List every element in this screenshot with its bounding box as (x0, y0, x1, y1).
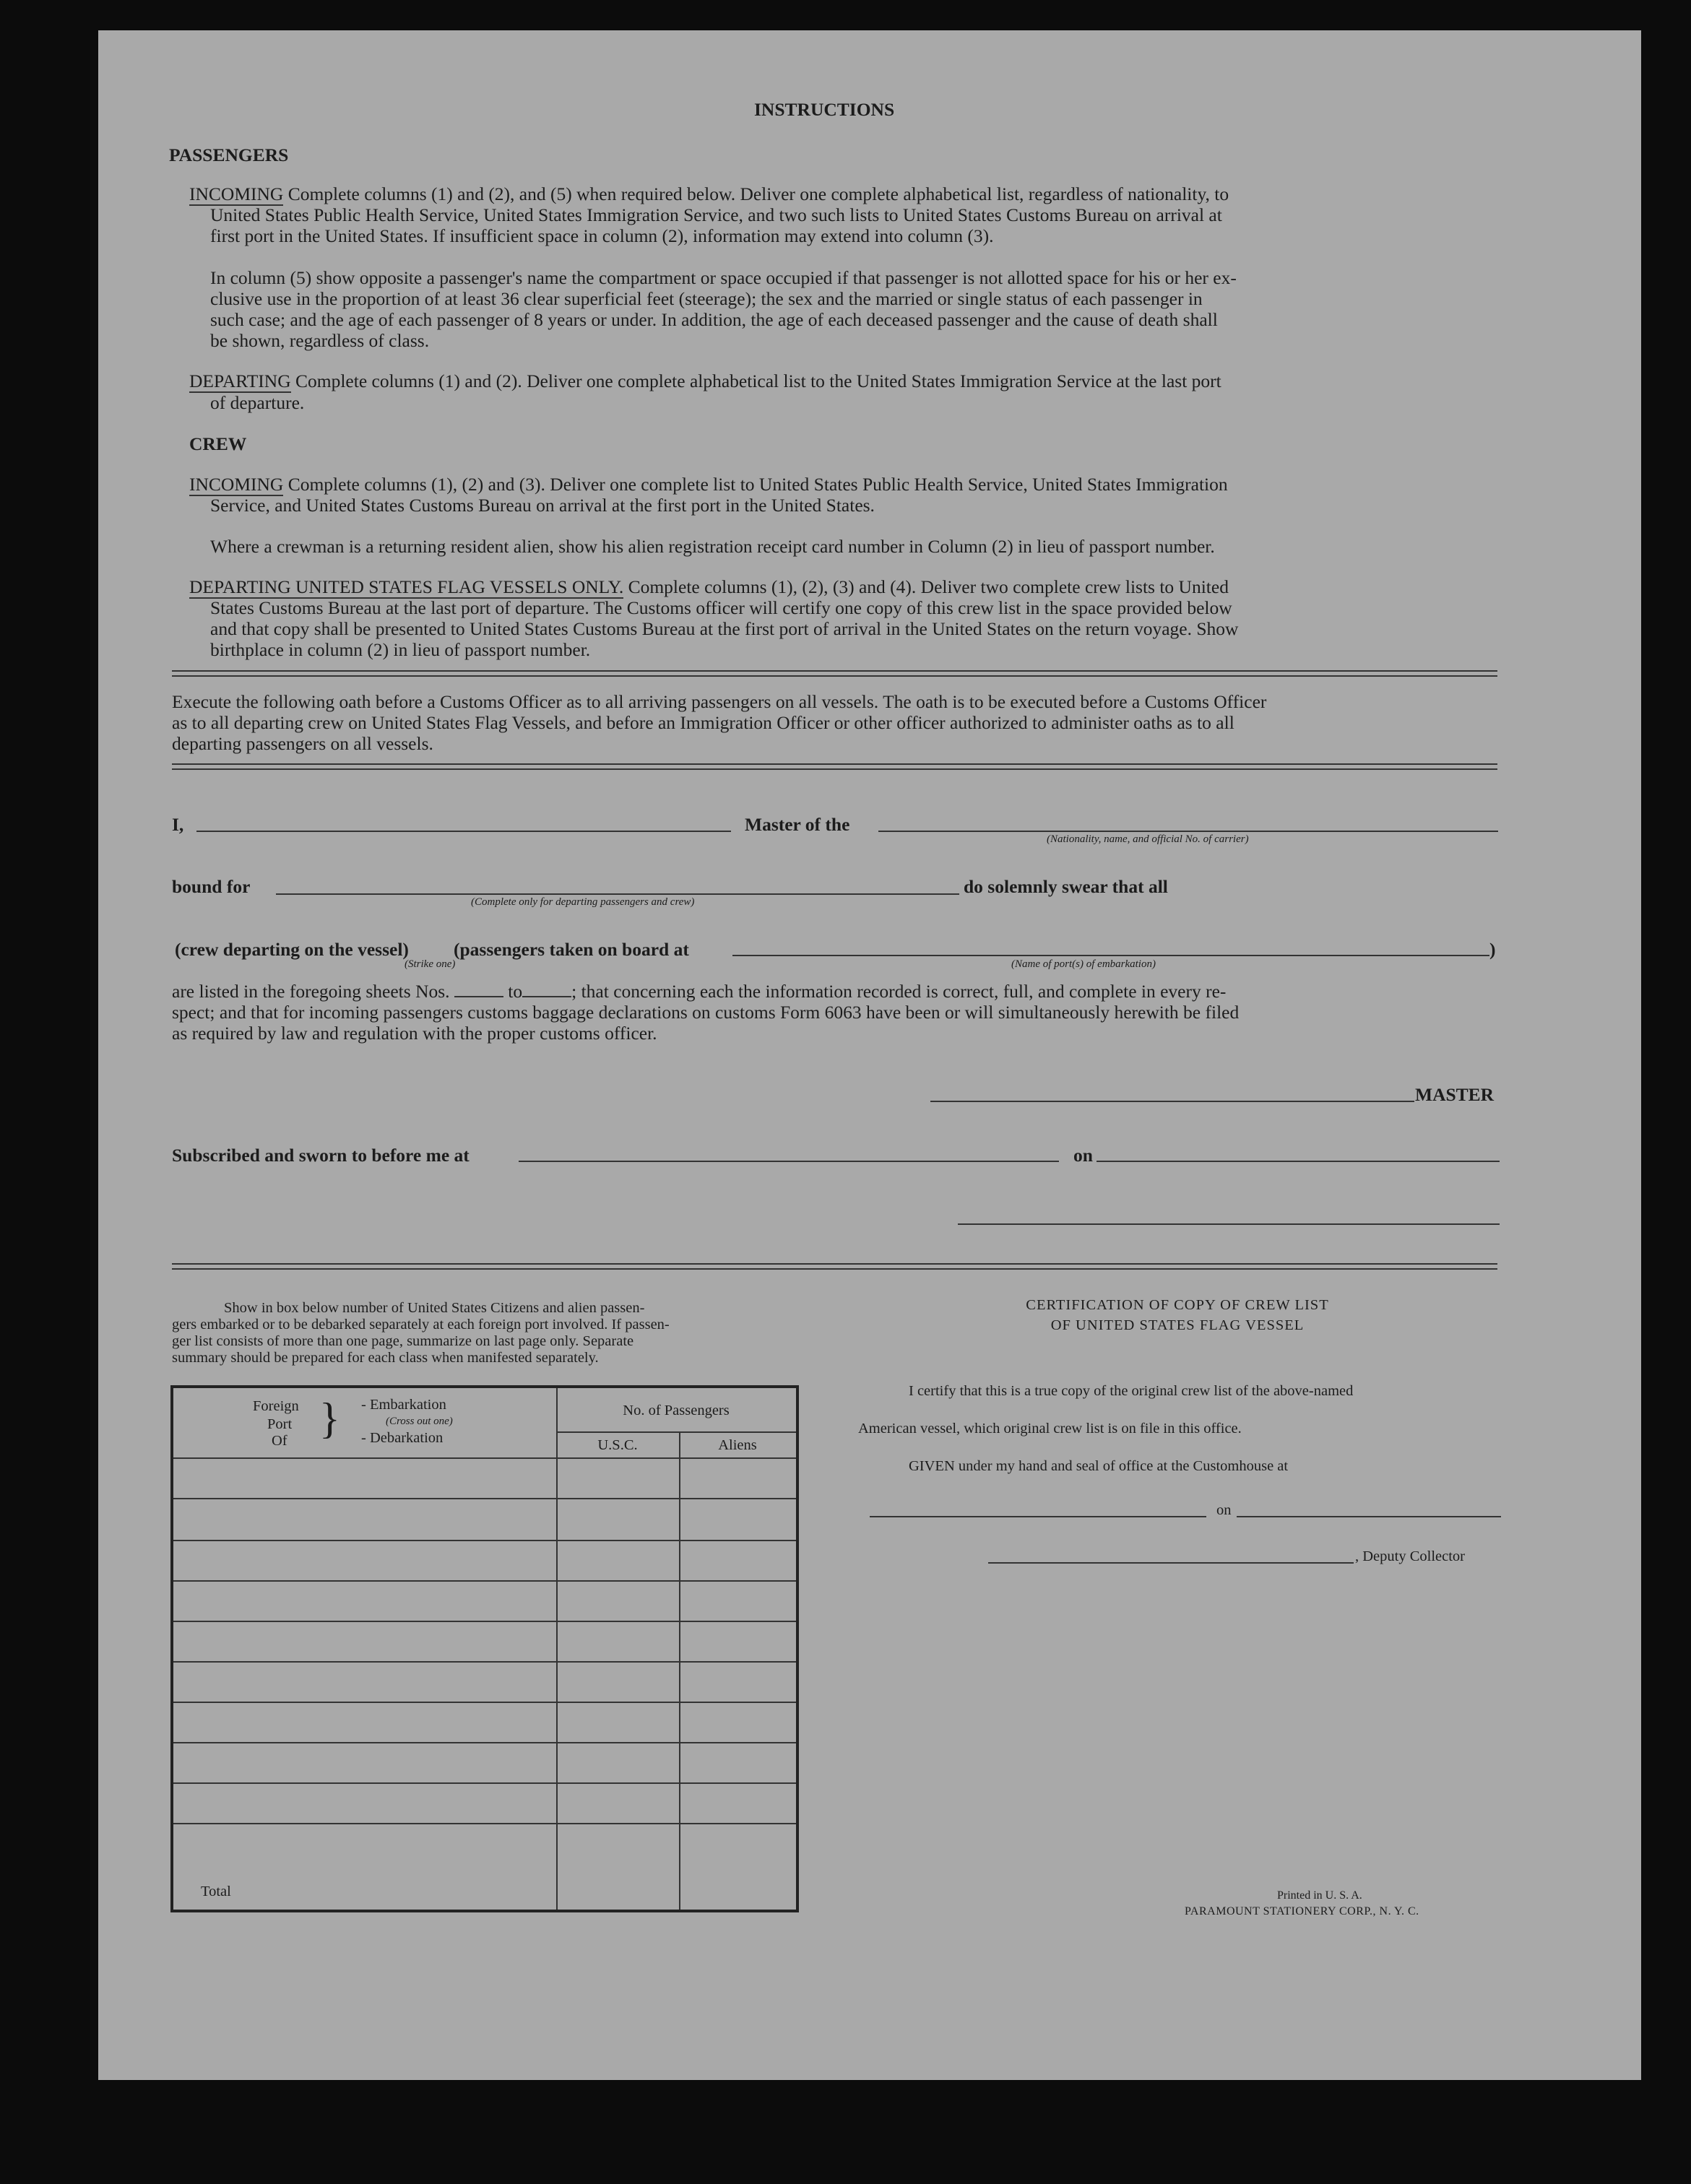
table-row-line (173, 1540, 796, 1541)
table-row-line (173, 1702, 796, 1703)
master-signature-field[interactable] (930, 1101, 1414, 1102)
col-divider-2 (679, 1433, 680, 1910)
total-label: Total (201, 1884, 231, 1899)
column5-line-1: In column (5) show opposite a passenger's name the compartment or space occupied if that passenger is not allotted space for his or her ex- (210, 267, 1237, 288)
oath-intro-line-1: Execute the following oath before a Customs Officer as to all arriving passengers on all vessels. The oath is to be executed before a Customs Officer (172, 691, 1267, 712)
certification-line-3: GIVEN under my hand and seal of office at the Customhouse at (909, 1458, 1289, 1474)
certification-date-field[interactable] (1237, 1516, 1501, 1517)
customhouse-field[interactable] (870, 1516, 1206, 1517)
deputy-collector-label: , Deputy Collector (1355, 1548, 1466, 1564)
crew-departing-line-1: DEPARTING UNITED STATES FLAG VESSELS ONLY. Complete columns (1), (2), (3) and (4). Deliver two complete crew lists to United (189, 576, 1229, 597)
carrier-field[interactable] (878, 831, 1498, 832)
subscribed-label: Subscribed and sworn to before me at (172, 1145, 470, 1166)
table-row-line (173, 1621, 796, 1622)
passenger-summary-table (170, 1385, 799, 1912)
table-row-line (173, 1661, 796, 1663)
crew-title: CREW (189, 433, 247, 454)
port-hint: (Name of port(s) of embarkation) (1011, 958, 1156, 970)
printer-name: PARAMOUNT STATIONERY CORP., N. Y. C. (1185, 1905, 1419, 1918)
oath-listed-line: are listed in the foregoing sheets Nos. to ; that concerning each the information recorded is correct, full, and complete in every re- (172, 981, 1227, 1002)
certification-on: on (1216, 1502, 1232, 1518)
crew-departing-line-3: and that copy shall be presented to United States Customs Bureau at the first port of arrival in the United States on the return voyage. Show (210, 618, 1239, 639)
passengers-departing-line-2: of departure. (210, 392, 305, 413)
summary-instructions-4: summary should be prepared for each class when manifested separately. (172, 1350, 599, 1366)
crew-incoming-line-2: Service, and United States Customs Bureau on arrival at the first port in the United States. (210, 495, 875, 516)
bound-hint: (Complete only for departing passengers and crew) (471, 896, 695, 908)
bound-for-field[interactable] (276, 893, 959, 895)
table-row-line (173, 1823, 796, 1824)
sworn-date-field[interactable] (1097, 1161, 1500, 1162)
header-cross-out: (Cross out one) (386, 1416, 453, 1427)
header-aliens: Aliens (718, 1437, 757, 1453)
sworn-place-field[interactable] (519, 1161, 1059, 1162)
summary-instructions-3: ger list consists of more than one page, summarize on last page only. Separate (172, 1333, 634, 1349)
table-row-line (173, 1498, 796, 1499)
divider-bottom (172, 1263, 1497, 1270)
header-split (556, 1431, 796, 1433)
subscribed-on: on (1073, 1145, 1093, 1166)
table-row-line (173, 1580, 796, 1582)
table-row-line (173, 1782, 796, 1784)
passengers-incoming-line-2: United States Public Health Service, United States Immigration Service, and two such lists to United States Customs Bureau on arrival at (210, 204, 1222, 225)
oath-crew-departing: (crew departing on the vessel) (175, 939, 409, 960)
header-embarkation: - Embarkation (361, 1397, 446, 1413)
oath-master-of-the: Master of the (745, 814, 850, 835)
crew-resident-line: Where a crewman is a returning resident alien, show his alien registration receipt card number in Column (2) in lieu of passport number. (210, 536, 1215, 557)
deputy-signature-field[interactable] (988, 1562, 1354, 1564)
column5-line-3: such case; and the age of each passenger of 8 years or under. In addition, the age of each deceased passenger and the cause of death shall (210, 309, 1218, 330)
crew-departing-label: DEPARTING UNITED STATES FLAG VESSELS ONLY. (189, 576, 624, 597)
summary-instructions-2: gers embarked or to be debarked separately at each foreign port involved. If passen- (172, 1317, 670, 1332)
passengers-incoming-line-1: INCOMING Complete columns (1) and (2), and (5) when required below. Deliver one complete alphabetical list, regardless of nationality, to (189, 183, 1229, 204)
column5-line-4: be shown, regardless of class. (210, 330, 430, 351)
passengers-departing-line-1: DEPARTING Complete columns (1) and (2). Deliver one complete alphabetical list to the United States Immigration Service at the last port (189, 370, 1221, 391)
certification-title-2: OF UNITED STATES FLAG VESSEL (1050, 1317, 1305, 1333)
oath-intro-line-3: departing passengers on all vessels. (172, 733, 433, 754)
officer-signature-field[interactable] (958, 1223, 1500, 1225)
oath-i: I, (172, 814, 184, 835)
passengers-incoming-label: INCOMING (189, 183, 284, 204)
strike-one-hint: (Strike one) (405, 958, 456, 970)
sheet-from-field[interactable] (454, 996, 503, 997)
certification-title-1: CERTIFICATION OF COPY OF CREW LIST (1026, 1297, 1329, 1313)
divider-instructions (172, 670, 1497, 677)
header-bottom (173, 1457, 796, 1459)
passengers-title: PASSENGERS (169, 144, 289, 165)
certification-line-2: American vessel, which original crew list is on file in this office. (858, 1421, 1242, 1436)
crew-departing-line-4: birthplace in column (2) in lieu of passport number. (210, 639, 591, 660)
table-row-line (173, 1742, 796, 1743)
header-port: Port (267, 1416, 293, 1432)
header-brace: } (319, 1395, 340, 1442)
crew-incoming-label: INCOMING (189, 474, 284, 495)
instructions-heading: INSTRUCTIONS (754, 99, 895, 120)
header-foreign: Foreign (253, 1398, 299, 1414)
col-divider-1 (556, 1388, 558, 1910)
passengers-incoming-line-3: first port in the United States. If insufficient space in column (2), information may extend into column (3). (210, 225, 994, 246)
crew-incoming-line-1: INCOMING Complete columns (1), (2) and (3). Deliver one complete list to United States Public Health Service, United States Immigration (189, 474, 1228, 495)
crew-departing-line-2: States Customs Bureau at the last port of departure. The Customs officer will certify one copy of this crew list in the space provided below (210, 597, 1232, 618)
certification-line-1: I certify that this is a true copy of the original crew list of the above-named (909, 1383, 1354, 1399)
oath-swear: do solemnly swear that all (964, 876, 1168, 897)
embarkation-port-field[interactable] (732, 955, 1489, 956)
master-label: MASTER (1415, 1084, 1495, 1105)
oath-intro-line-2: as to all departing crew on United States Flag Vessels, and before an Immigration Officer or other officer authorized to administer oaths as to all (172, 712, 1234, 733)
column5-line-2: clusive use in the proportion of at least 36 clear superficial feet (steerage); the sex and the married or single status of each passenger in (210, 288, 1203, 309)
sheet-to-field[interactable] (522, 996, 571, 997)
master-name-field[interactable] (196, 831, 731, 832)
oath-line-3: as required by law and regulation with the proper customs officer. (172, 1023, 657, 1044)
header-no-passengers: No. of Passengers (623, 1403, 730, 1418)
nationality-hint: (Nationality, name, and official No. of carrier) (1047, 833, 1249, 845)
oath-bound-for: bound for (172, 876, 251, 897)
header-debarkation: - Debarkation (361, 1430, 444, 1446)
divider-oath (172, 763, 1497, 770)
oath-line-2: spect; and that for incoming passengers customs baggage declarations on customs Form 6063 have been or will simultaneously herewith be filed (172, 1002, 1240, 1023)
oath-passengers-taken: (passengers taken on board at (454, 939, 689, 960)
header-usc: U.S.C. (597, 1437, 638, 1453)
passengers-departing-label: DEPARTING (189, 370, 291, 391)
header-of: Of (272, 1433, 287, 1449)
printed-in-usa: Printed in U. S. A. (1277, 1889, 1362, 1902)
summary-instructions-1: Show in box below number of United States Citizens and alien passen- (224, 1300, 645, 1316)
oath-close-paren: ) (1489, 939, 1496, 960)
